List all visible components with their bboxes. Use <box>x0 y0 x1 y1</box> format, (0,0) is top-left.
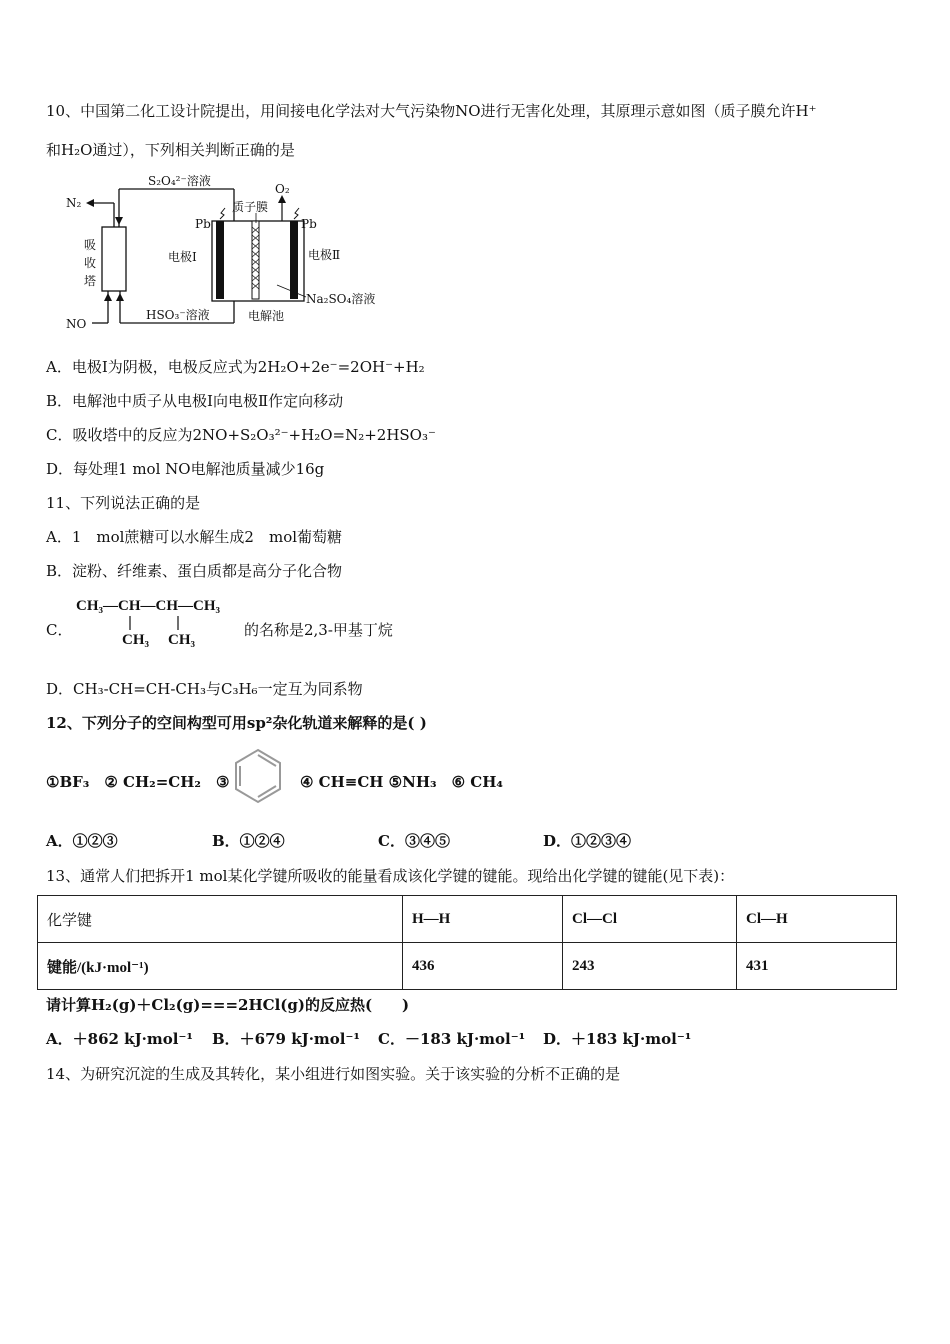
table-cell: 键能/(kJ·mol⁻¹) <box>38 943 403 990</box>
electrode-1 <box>216 221 224 299</box>
table-cell: 431 <box>737 943 897 990</box>
q13-option-c: C．－183 kJ·mol⁻¹ <box>378 1030 526 1048</box>
label-hso3: HSO₃⁻溶液 <box>146 308 210 322</box>
n2-arrow <box>86 199 94 207</box>
label-n2: N₂ <box>66 196 82 210</box>
absorber-label-1: 吸 <box>84 238 97 252</box>
q13-option-a: A．＋862 kJ·mol⁻¹ <box>46 1030 193 1048</box>
label-na2so4: Na₂SO₄溶液 <box>306 292 376 306</box>
label-cell: 电解池 <box>248 309 285 323</box>
q13-option-b: B．＋679 kJ·mol⁻¹ <box>212 1030 360 1048</box>
structure-methyl-2: CH₃ <box>168 632 195 648</box>
q11-option-c-text: 的名称是2,3-甲基丁烷 <box>244 621 393 639</box>
q13-option-d: D．＋183 kJ·mol⁻¹ <box>543 1030 692 1048</box>
q14-stem: 14、为研究沉淀的生成及其转化，某小组进行如图实验。关于该实验的分析不正确的是 <box>46 1065 621 1083</box>
table-header-cell: Cl—Cl <box>563 896 737 943</box>
q12-option-d: D．①②③④ <box>543 832 632 850</box>
table-header-row <box>38 896 897 943</box>
label-pb-right: Pb <box>301 217 317 231</box>
table-header-cell: H—H <box>403 896 563 943</box>
structural-formula <box>74 594 244 650</box>
q10-option-d: D．每处理1 mol NO电解池质量减少16g <box>46 460 325 478</box>
q10-option-b: B．电解池中质子从电极Ⅰ向电极Ⅱ作定向移动 <box>46 392 344 410</box>
bond-energy-table <box>37 895 897 990</box>
q13-stem: 13、通常人们把拆开1 mol某化学键所吸收的能量看成该化学键的键能。现给出化学键的键能(见下表)： <box>46 867 735 885</box>
table-row <box>38 943 897 990</box>
q12-option-c: C．③④⑤ <box>378 832 450 850</box>
absorber-tower <box>102 227 126 291</box>
electrolysis-diagram <box>62 173 392 335</box>
q10-option-c: C．吸收塔中的反应为2NO+S₂O₃²⁻+H₂O=N₂+2HSO₃⁻ <box>46 426 436 444</box>
q12-option-b: B．①②④ <box>212 832 285 850</box>
benzene-ring-icon <box>228 746 288 806</box>
q11-option-b: B．淀粉、纤维素、蛋白质都是高分子化合物 <box>46 562 343 580</box>
label-no: NO <box>66 317 87 331</box>
label-electrode2: 电极Ⅱ <box>308 248 341 262</box>
electrode-2 <box>290 221 298 299</box>
label-electrode1: 电极Ⅰ <box>168 250 197 264</box>
q11-option-a: A．1 mol蔗糖可以水解生成2 mol葡萄糖 <box>46 528 343 546</box>
q13-question: 请计算H₂(g)＋Cl₂(g)===2HCl(g)的反应热( ) <box>46 996 410 1014</box>
q12-option-a: A．①②③ <box>46 832 118 850</box>
structure-methyl-1: CH₃ <box>122 632 149 648</box>
q10-stem-line2: 和H₂O通过），下列相关判断正确的是 <box>46 141 295 159</box>
structure-main-chain: CH₃—CH—CH—CH₃ <box>76 598 220 614</box>
absorber-label-2: 收 <box>84 256 97 270</box>
table-cell: 243 <box>563 943 737 990</box>
table-header-cell: 化学键 <box>38 896 403 943</box>
q12-items-a: ①BF₃ ② CH₂=CH₂ ③ <box>46 773 230 791</box>
q12-items-b: ④ CH≡CH ⑤NH₃ ⑥ CH₄ <box>300 773 503 791</box>
q10-stem-line1: 10、中国第二化工设计院提出，用间接电化学法对大气污染物NO进行无害化处理，其原理示意如图（质子膜允许H⁺ <box>46 102 817 120</box>
q11-option-d: D．CH₃-CH=CH-CH₃与C₃H₆一定互为同系物 <box>46 680 363 698</box>
label-pb-left: Pb <box>195 217 211 231</box>
label-membrane: 质子膜 <box>232 200 269 214</box>
absorber-label-3: 塔 <box>84 274 97 288</box>
q10-option-a: A．电极Ⅰ为阴极，电极反应式为2H₂O+2e⁻=2OH⁻+H₂ <box>46 358 425 376</box>
label-s2o4: S₂O₄²⁻溶液 <box>148 174 211 188</box>
table-cell: 436 <box>403 943 563 990</box>
q11-option-c-label: C． <box>46 621 73 639</box>
q11-stem: 11、下列说法正确的是 <box>46 494 201 512</box>
table-header-cell: Cl—H <box>737 896 897 943</box>
q12-stem: 12、下列分子的空间构型可用sp²杂化轨道来解释的是( ) <box>46 714 427 732</box>
label-o2: O₂ <box>275 182 290 196</box>
